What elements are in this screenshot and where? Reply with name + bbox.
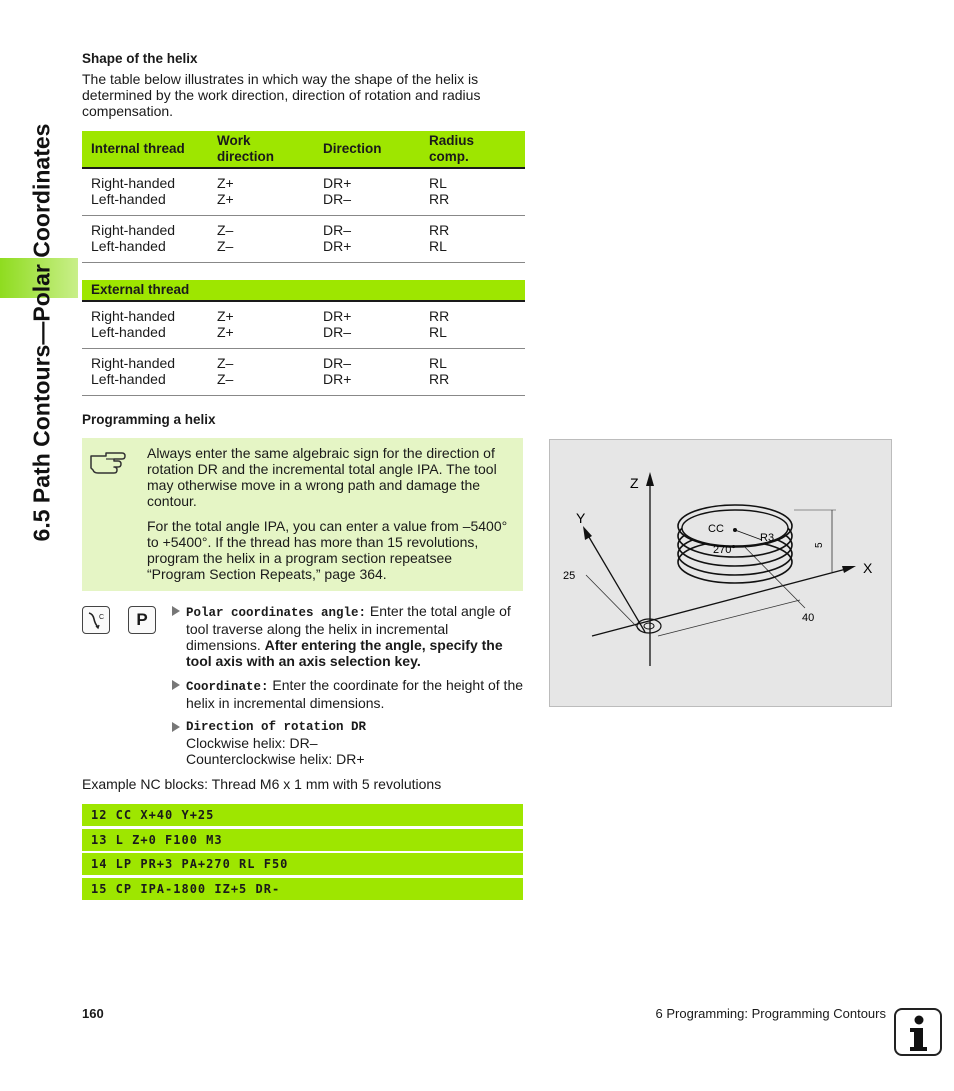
dimension-line-25 [586,575,640,630]
x-axis-label: X [863,560,873,576]
thread-type-cell: Right-handed Left-handed [91,175,176,207]
nc-block: 15 CP IPA-1800 IZ+5 DR- [82,878,523,900]
table-row [82,169,525,216]
step-line: Counterclockwise helix: DR+ [186,751,365,767]
arrow-right-icon [172,606,180,616]
work-direction-cell: Z– Z– [217,222,234,254]
helix-figure [549,439,892,707]
intro-paragraph: The table below illustrates in which way the shape of the helix is determined by the work direction, direction of rotation and radius compensation. [82,71,481,119]
note-total-angle: For the total angle IPA, you can enter a value from –5400° to +5400°. If the thread has more than 15 revolutions, program the helix in a program section repeatsee “Program Section Repeats,” page 364. [147,518,508,582]
step-direction-rotation [172,719,524,767]
info-icon[interactable] [894,1008,942,1056]
step-line: Clockwise helix: DR– [186,735,318,751]
x-axis [592,568,850,636]
radius-comp-cell: RL RR [429,355,450,387]
table-row [82,216,525,263]
z-axis-arrow [646,472,654,486]
header-work-direction: Work direction [217,133,275,164]
dimension-40-label: 40 [802,612,815,624]
internal-table-header [82,131,525,169]
example-caption: Example NC blocks: Thread M6 x 1 mm with 5 revolutions [82,776,442,792]
nc-block: 14 LP PR+3 PA+270 RL F50 [82,853,523,875]
step-text: Enter the total angle of tool traverse along the helix in incremental dimensions. [186,603,511,653]
y-axis [586,532,645,632]
direction-cell: DR+ DR– [323,308,352,340]
header-direction: Direction [323,141,382,156]
polar-path-key-icon [86,610,106,630]
page-number: 160 [82,1006,104,1021]
direction-cell: DR+ DR– [323,175,352,207]
step-label: Coordinate: [186,680,269,694]
heading-programming-helix: Programming a helix [82,412,216,427]
radius-comp-cell: RR RL [429,222,450,254]
direction-cell: DR– DR+ [323,355,352,387]
table-row [82,349,525,396]
step-polar-angle [172,603,524,669]
hand-pointer-icon [88,446,128,476]
external-thread-table [82,280,525,396]
z-axis-label: Z [630,475,639,491]
thread-type-cell: Right-handed Left-handed [91,222,176,254]
svg-text:C: C [99,614,105,621]
x-axis-arrow [842,566,856,573]
arrow-right-icon [172,680,180,690]
y-axis-label: Y [576,510,586,526]
work-direction-cell: Z+ Z+ [217,308,234,340]
heading-shape-of-helix: Shape of the helix [82,51,198,66]
step-label: Direction of rotation DR [186,720,367,734]
side-chapter-title: 6.5 Path Contours—Polar Coordinates [28,123,55,541]
cc-label: CC [708,523,724,535]
table-row [82,302,525,349]
work-direction-cell: Z– Z– [217,355,234,387]
header-internal-thread: Internal thread [91,141,185,156]
chapter-footer: 6 Programming: Programming Contours [655,1006,886,1021]
p-key[interactable]: P [128,606,156,634]
header-external-thread: External thread [91,282,190,297]
step-label: Polar coordinates angle: [186,606,367,620]
header-radius-comp: Radius comp. [429,133,475,164]
y-axis-arrow [583,526,592,540]
radius-label: R3 [760,532,775,544]
nc-block: 12 CC X+40 Y+25 [82,804,523,826]
nc-block: 13 L Z+0 F100 M3 [82,829,523,851]
thread-type-cell: Right-handed Left-handed [91,308,176,340]
polar-path-key[interactable] [82,606,110,634]
step-text: Enter the coordinate for the height of the helix in incremental dimensions. [186,677,524,711]
radius-comp-cell: RL RR [429,175,450,207]
step-coordinate [172,677,524,711]
thread-type-cell: Right-handed Left-handed [91,355,176,387]
radius-comp-cell: RR RL [429,308,450,340]
note-sign-warning: Always enter the same algebraic sign for the direction of rotation DR and the incremental total angle IPA. The tool may otherwise move in a wrong path and damage the contour. [147,445,497,509]
dimension-line-40 [658,600,800,636]
angle-label: 270° [713,544,736,556]
external-table-header [82,280,525,302]
direction-cell: DR– DR+ [323,222,352,254]
arrow-right-icon [172,722,180,732]
step-bold-text: After entering the angle, specify the tool axis with an axis selection key. [186,637,503,669]
info-glyph [896,1010,940,1054]
helix-diagram [550,440,891,706]
work-direction-cell: Z+ Z+ [217,175,234,207]
internal-thread-table [82,131,525,263]
dimension-5-label: 5 [814,542,825,548]
dimension-25-label: 25 [563,570,576,582]
origin-marker-inner [644,623,654,629]
